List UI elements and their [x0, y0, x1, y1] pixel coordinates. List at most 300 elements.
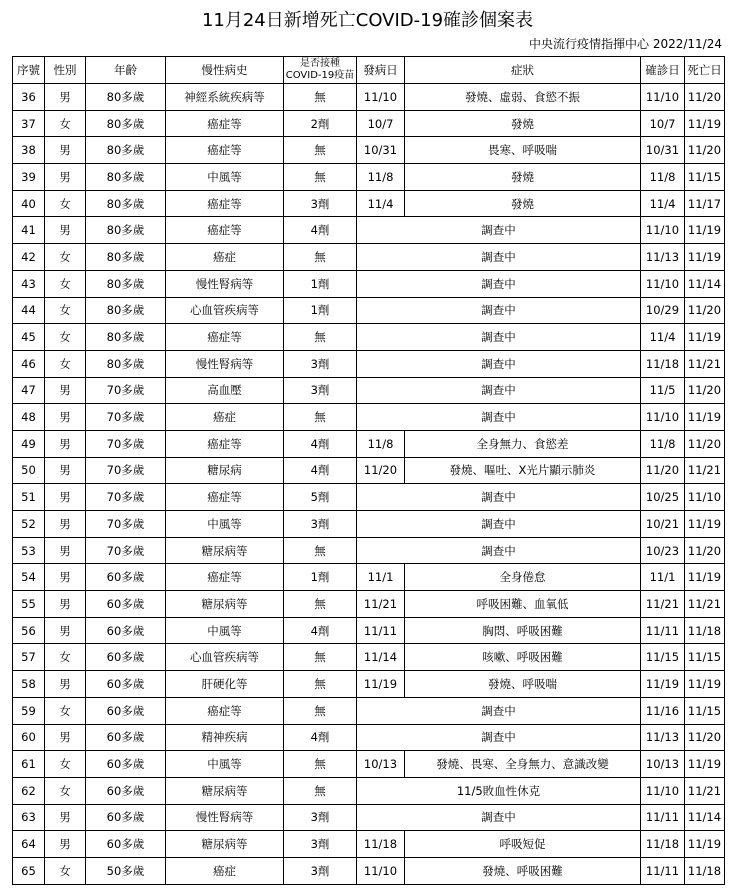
- cell-age: 80多歲: [86, 84, 166, 111]
- cell-vaccine: 無: [284, 84, 357, 111]
- table-row: [13, 564, 725, 591]
- cell-onset-symptoms-merged: 調查中: [357, 697, 641, 724]
- cell-onset-symptoms-merged: 調查中: [357, 484, 641, 511]
- cell-sex: 女: [45, 297, 86, 324]
- cell-vaccine: 4劑: [284, 217, 357, 244]
- cell-vaccine: 2劑: [284, 110, 357, 137]
- cell-age: 80多歲: [86, 270, 166, 297]
- cell-symptoms: 呼吸困難、血氧低: [405, 591, 641, 618]
- cell-death-date: 11/17: [685, 190, 725, 217]
- cell-onset-date: 11/19: [357, 671, 405, 698]
- cell-symptoms: 發燒: [405, 190, 641, 217]
- table-row: [13, 724, 725, 751]
- cell-no: 52: [13, 511, 45, 538]
- cell-confirmed-date: 11/10: [641, 404, 685, 431]
- cell-age: 60多歲: [86, 697, 166, 724]
- cell-chronic-history: 糖尿病: [166, 457, 284, 484]
- cell-no: 48: [13, 404, 45, 431]
- cell-no: 63: [13, 804, 45, 831]
- cell-death-date: 11/19: [685, 110, 725, 137]
- cell-death-date: 11/19: [685, 671, 725, 698]
- cell-age: 80多歲: [86, 324, 166, 351]
- cell-confirmed-date: 11/18: [641, 350, 685, 377]
- cell-onset-date: 10/7: [357, 110, 405, 137]
- cell-sex: 男: [45, 564, 86, 591]
- cell-no: 45: [13, 324, 45, 351]
- issuer-and-date: 中央流行疫情指揮中心 2022/11/24: [529, 37, 722, 51]
- cell-symptoms: 發燒: [405, 110, 641, 137]
- cell-age: 60多歲: [86, 777, 166, 804]
- cell-sex: 男: [45, 671, 86, 698]
- cell-confirmed-date: 10/7: [641, 110, 685, 137]
- cell-confirmed-date: 11/15: [641, 644, 685, 671]
- cell-vaccine: 3劑: [284, 511, 357, 538]
- cell-confirmed-date: 10/29: [641, 297, 685, 324]
- table-row: [13, 511, 725, 538]
- cell-vaccine: 無: [284, 671, 357, 698]
- table-row: [13, 350, 725, 377]
- table-row: [13, 671, 725, 698]
- cell-onset-symptoms-merged: 調查中: [357, 537, 641, 564]
- cell-no: 59: [13, 697, 45, 724]
- cell-symptoms: 發燒、畏寒、全身無力、意識改變: [405, 751, 641, 778]
- cell-chronic-history: 精神疾病: [166, 724, 284, 751]
- cell-symptoms: 發燒、呼吸困難: [405, 857, 641, 884]
- table-row: [13, 831, 725, 858]
- cell-sex: 男: [45, 430, 86, 457]
- cell-death-date: 11/19: [685, 217, 725, 244]
- table-row: [13, 110, 725, 137]
- cell-death-date: 11/19: [685, 564, 725, 591]
- table-row: [13, 777, 725, 804]
- cell-age: 60多歲: [86, 671, 166, 698]
- table-header-row: [13, 57, 725, 84]
- cell-age: 70多歲: [86, 537, 166, 564]
- table-row: [13, 270, 725, 297]
- cell-no: 43: [13, 270, 45, 297]
- table-row: [13, 697, 725, 724]
- cell-no: 56: [13, 617, 45, 644]
- cell-chronic-history: 癌症等: [166, 137, 284, 164]
- cell-chronic-history: 癌症等: [166, 324, 284, 351]
- cell-confirmed-date: 10/23: [641, 537, 685, 564]
- table-row: [13, 617, 725, 644]
- cell-death-date: 11/20: [685, 297, 725, 324]
- cell-vaccine: 4劑: [284, 617, 357, 644]
- cell-chronic-history: 癌症: [166, 244, 284, 271]
- table-row: [13, 457, 725, 484]
- cell-sex: 男: [45, 164, 86, 191]
- cell-no: 46: [13, 350, 45, 377]
- cell-death-date: 11/21: [685, 350, 725, 377]
- cell-death-date: 11/19: [685, 404, 725, 431]
- table-row: [13, 217, 725, 244]
- cell-confirmed-date: 11/10: [641, 777, 685, 804]
- cell-sex: 男: [45, 84, 86, 111]
- table-row: [13, 324, 725, 351]
- header-death-date: 死亡日: [685, 57, 725, 84]
- cell-chronic-history: 癌症等: [166, 697, 284, 724]
- cell-vaccine: 無: [284, 537, 357, 564]
- table-row: [13, 484, 725, 511]
- cell-symptoms: 發燒、嘔吐、X光片顯示肺炎: [405, 457, 641, 484]
- cell-age: 80多歲: [86, 164, 166, 191]
- cell-confirmed-date: 11/10: [641, 270, 685, 297]
- table-body: [13, 84, 725, 885]
- cell-onset-date: 11/1: [357, 564, 405, 591]
- cell-age: 80多歲: [86, 350, 166, 377]
- cell-chronic-history: 糖尿病等: [166, 831, 284, 858]
- cell-sex: 男: [45, 457, 86, 484]
- cell-death-date: 11/20: [685, 137, 725, 164]
- header-onset-date: 發病日: [357, 57, 405, 84]
- header-no: 序號: [13, 57, 45, 84]
- table-row: [13, 591, 725, 618]
- cell-age: 70多歲: [86, 430, 166, 457]
- cell-chronic-history: 高血壓: [166, 377, 284, 404]
- cell-sex: 女: [45, 777, 86, 804]
- cell-age: 60多歲: [86, 724, 166, 751]
- cell-no: 54: [13, 564, 45, 591]
- table-row: [13, 84, 725, 111]
- cell-death-date: 11/19: [685, 244, 725, 271]
- cell-onset-symptoms-merged: 調查中: [357, 350, 641, 377]
- cell-symptoms: 胸悶、呼吸困難: [405, 617, 641, 644]
- cell-chronic-history: 心血管疾病等: [166, 644, 284, 671]
- cell-onset-date: 11/8: [357, 430, 405, 457]
- table-row: [13, 644, 725, 671]
- cell-vaccine: 3劑: [284, 804, 357, 831]
- cell-vaccine: 1劑: [284, 270, 357, 297]
- cell-no: 57: [13, 644, 45, 671]
- cell-chronic-history: 慢性腎病等: [166, 350, 284, 377]
- cell-symptoms: 全身無力、食慾差: [405, 430, 641, 457]
- table-row: [13, 804, 725, 831]
- cell-vaccine: 無: [284, 324, 357, 351]
- cell-confirmed-date: 10/31: [641, 137, 685, 164]
- cell-age: 70多歲: [86, 404, 166, 431]
- cell-death-date: 11/20: [685, 537, 725, 564]
- cell-no: 62: [13, 777, 45, 804]
- cell-confirmed-date: 11/20: [641, 457, 685, 484]
- cell-death-date: 11/20: [685, 377, 725, 404]
- cell-sex: 女: [45, 350, 86, 377]
- cell-no: 49: [13, 430, 45, 457]
- cell-vaccine: 無: [284, 244, 357, 271]
- cell-chronic-history: 慢性腎病等: [166, 804, 284, 831]
- cell-onset-date: 11/14: [357, 644, 405, 671]
- cell-vaccine: 無: [284, 137, 357, 164]
- cell-sex: 男: [45, 617, 86, 644]
- cell-chronic-history: 中風等: [166, 164, 284, 191]
- cell-no: 61: [13, 751, 45, 778]
- cell-onset-symptoms-merged: 調查中: [357, 404, 641, 431]
- cell-death-date: 11/10: [685, 484, 725, 511]
- cell-no: 51: [13, 484, 45, 511]
- table-row: [13, 857, 725, 884]
- cell-sex: 女: [45, 644, 86, 671]
- cell-vaccine: 1劑: [284, 297, 357, 324]
- cell-death-date: 11/14: [685, 270, 725, 297]
- cell-no: 42: [13, 244, 45, 271]
- cell-no: 38: [13, 137, 45, 164]
- cell-symptoms: 發燒、虛弱、食慾不振: [405, 84, 641, 111]
- cell-chronic-history: 神經系統疾病等: [166, 84, 284, 111]
- cell-confirmed-date: 11/11: [641, 617, 685, 644]
- cell-death-date: 11/15: [685, 164, 725, 191]
- cell-confirmed-date: 11/11: [641, 857, 685, 884]
- cell-no: 60: [13, 724, 45, 751]
- cell-chronic-history: 中風等: [166, 617, 284, 644]
- cell-chronic-history: 癌症等: [166, 217, 284, 244]
- cell-confirmed-date: 10/13: [641, 751, 685, 778]
- cell-death-date: 11/19: [685, 324, 725, 351]
- cell-vaccine: 無: [284, 697, 357, 724]
- cell-age: 60多歲: [86, 591, 166, 618]
- cell-vaccine: 3劑: [284, 831, 357, 858]
- cell-sex: 女: [45, 190, 86, 217]
- cell-sex: 男: [45, 511, 86, 538]
- cell-symptoms: 畏寒、呼吸喘: [405, 137, 641, 164]
- cell-no: 37: [13, 110, 45, 137]
- cell-confirmed-date: 11/13: [641, 244, 685, 271]
- header-symptoms: 症狀: [405, 57, 641, 84]
- cell-sex: 男: [45, 831, 86, 858]
- cell-sex: 男: [45, 804, 86, 831]
- cell-onset-date: 11/20: [357, 457, 405, 484]
- table-row: [13, 430, 725, 457]
- cell-chronic-history: 癌症等: [166, 564, 284, 591]
- cell-onset-symptoms-merged: 調查中: [357, 270, 641, 297]
- cell-onset-symptoms-merged: 調查中: [357, 377, 641, 404]
- cell-onset-date: 11/8: [357, 164, 405, 191]
- cell-age: 80多歲: [86, 190, 166, 217]
- cell-onset-symptoms-merged: 調查中: [357, 244, 641, 271]
- cell-chronic-history: 中風等: [166, 511, 284, 538]
- cell-confirmed-date: 11/10: [641, 84, 685, 111]
- cell-onset-date: 11/21: [357, 591, 405, 618]
- cell-sex: 男: [45, 591, 86, 618]
- header-vaccine-line1: 是否接種: [300, 58, 340, 69]
- cell-confirmed-date: 11/16: [641, 697, 685, 724]
- cell-vaccine: 3劑: [284, 857, 357, 884]
- cell-age: 70多歲: [86, 457, 166, 484]
- header-sex: 性別: [45, 57, 86, 84]
- cell-chronic-history: 癌症: [166, 857, 284, 884]
- cell-vaccine: 5劑: [284, 484, 357, 511]
- cell-confirmed-date: 11/1: [641, 564, 685, 591]
- cell-symptoms: 發燒、呼吸喘: [405, 671, 641, 698]
- cell-onset-date: 11/11: [357, 617, 405, 644]
- cell-chronic-history: 癌症等: [166, 110, 284, 137]
- cell-chronic-history: 肝硬化等: [166, 671, 284, 698]
- cell-sex: 女: [45, 857, 86, 884]
- cell-no: 47: [13, 377, 45, 404]
- cell-no: 64: [13, 831, 45, 858]
- cell-onset-date: 11/10: [357, 857, 405, 884]
- cell-onset-symptoms-merged: 調查中: [357, 324, 641, 351]
- cell-chronic-history: 慢性腎病等: [166, 270, 284, 297]
- death-case-table: [12, 56, 725, 885]
- cell-age: 60多歲: [86, 751, 166, 778]
- cell-vaccine: 3劑: [284, 190, 357, 217]
- cell-death-date: 11/15: [685, 644, 725, 671]
- cell-confirmed-date: 11/5: [641, 377, 685, 404]
- cell-confirmed-date: 11/11: [641, 804, 685, 831]
- cell-age: 70多歲: [86, 484, 166, 511]
- cell-no: 44: [13, 297, 45, 324]
- cell-no: 55: [13, 591, 45, 618]
- cell-sex: 女: [45, 697, 86, 724]
- cell-death-date: 11/15: [685, 697, 725, 724]
- cell-vaccine: 無: [284, 777, 357, 804]
- cell-chronic-history: 心血管疾病等: [166, 297, 284, 324]
- cell-confirmed-date: 11/10: [641, 217, 685, 244]
- cell-confirmed-date: 10/21: [641, 511, 685, 538]
- cell-age: 80多歲: [86, 217, 166, 244]
- cell-sex: 女: [45, 751, 86, 778]
- header-confirmed-date: 確診日: [641, 57, 685, 84]
- cell-no: 53: [13, 537, 45, 564]
- cell-death-date: 11/21: [685, 777, 725, 804]
- cell-sex: 女: [45, 110, 86, 137]
- cell-vaccine: 3劑: [284, 377, 357, 404]
- cell-no: 39: [13, 164, 45, 191]
- cell-sex: 男: [45, 217, 86, 244]
- cell-age: 60多歲: [86, 644, 166, 671]
- cell-chronic-history: 中風等: [166, 751, 284, 778]
- cell-death-date: 11/20: [685, 84, 725, 111]
- cell-chronic-history: 糖尿病等: [166, 591, 284, 618]
- cell-chronic-history: 癌症等: [166, 190, 284, 217]
- cell-death-date: 11/19: [685, 511, 725, 538]
- cell-confirmed-date: 10/25: [641, 484, 685, 511]
- cell-onset-symptoms-merged: 調查中: [357, 217, 641, 244]
- cell-death-date: 11/18: [685, 617, 725, 644]
- cell-death-date: 11/20: [685, 724, 725, 751]
- cell-age: 70多歲: [86, 377, 166, 404]
- cell-confirmed-date: 11/21: [641, 591, 685, 618]
- cell-age: 50多歲: [86, 857, 166, 884]
- cell-vaccine: 無: [284, 751, 357, 778]
- cell-symptoms: 全身倦怠: [405, 564, 641, 591]
- cell-death-date: 11/19: [685, 751, 725, 778]
- cell-vaccine: 無: [284, 404, 357, 431]
- cell-death-date: 11/21: [685, 457, 725, 484]
- cell-onset-symptoms-merged: 調查中: [357, 297, 641, 324]
- cell-onset-symptoms-merged: 11/5敗血性休克: [357, 777, 641, 804]
- cell-vaccine: 3劑: [284, 350, 357, 377]
- cell-onset-symptoms-merged: 調查中: [357, 804, 641, 831]
- cell-death-date: 11/18: [685, 857, 725, 884]
- cell-age: 80多歲: [86, 137, 166, 164]
- cell-vaccine: 4劑: [284, 457, 357, 484]
- cell-chronic-history: 癌症: [166, 404, 284, 431]
- cell-onset-symptoms-merged: 調查中: [357, 511, 641, 538]
- cell-symptoms: 發燒: [405, 164, 641, 191]
- table-row: [13, 164, 725, 191]
- cell-age: 80多歲: [86, 244, 166, 271]
- table-row: [13, 404, 725, 431]
- cell-no: 36: [13, 84, 45, 111]
- cell-confirmed-date: 11/8: [641, 164, 685, 191]
- table-row: [13, 244, 725, 271]
- cell-confirmed-date: 11/18: [641, 831, 685, 858]
- cell-confirmed-date: 11/4: [641, 324, 685, 351]
- cell-onset-date: 11/18: [357, 831, 405, 858]
- cell-onset-date: 11/10: [357, 84, 405, 111]
- header-chronic-history: 慢性病史: [166, 57, 284, 84]
- cell-age: 70多歲: [86, 511, 166, 538]
- cell-age: 80多歲: [86, 297, 166, 324]
- cell-onset-date: 10/31: [357, 137, 405, 164]
- cell-confirmed-date: 11/8: [641, 430, 685, 457]
- cell-sex: 男: [45, 377, 86, 404]
- cell-death-date: 11/21: [685, 591, 725, 618]
- cell-chronic-history: 糖尿病等: [166, 537, 284, 564]
- page-title: 11月24日新增死亡COVID-19確診個案表: [201, 10, 534, 31]
- cell-chronic-history: 癌症等: [166, 484, 284, 511]
- cell-sex: 男: [45, 724, 86, 751]
- cell-confirmed-date: 11/4: [641, 190, 685, 217]
- cell-vaccine: 4劑: [284, 724, 357, 751]
- header-vaccine: [284, 57, 357, 84]
- cell-death-date: 11/20: [685, 430, 725, 457]
- cell-age: 60多歲: [86, 804, 166, 831]
- cell-symptoms: 呼吸短促: [405, 831, 641, 858]
- cell-chronic-history: 糖尿病等: [166, 777, 284, 804]
- header-vaccine-line2: COVID-19疫苗: [285, 70, 355, 81]
- cell-chronic-history: 癌症等: [166, 430, 284, 457]
- table-row: [13, 297, 725, 324]
- cell-vaccine: 無: [284, 644, 357, 671]
- cell-sex: 男: [45, 404, 86, 431]
- cell-no: 50: [13, 457, 45, 484]
- cell-no: 41: [13, 217, 45, 244]
- table-row: [13, 537, 725, 564]
- cell-age: 80多歲: [86, 110, 166, 137]
- cell-sex: 女: [45, 244, 86, 271]
- cell-age: 60多歲: [86, 831, 166, 858]
- cell-no: 65: [13, 857, 45, 884]
- cell-sex: 女: [45, 270, 86, 297]
- cell-vaccine: 1劑: [284, 564, 357, 591]
- cell-confirmed-date: 11/13: [641, 724, 685, 751]
- cell-death-date: 11/19: [685, 831, 725, 858]
- cell-age: 60多歲: [86, 564, 166, 591]
- cell-onset-date: 10/13: [357, 751, 405, 778]
- cell-sex: 男: [45, 484, 86, 511]
- cell-no: 58: [13, 671, 45, 698]
- cell-age: 60多歲: [86, 617, 166, 644]
- cell-onset-symptoms-merged: 調查中: [357, 724, 641, 751]
- cell-vaccine: 4劑: [284, 430, 357, 457]
- table-row: [13, 190, 725, 217]
- cell-confirmed-date: 11/19: [641, 671, 685, 698]
- cell-vaccine: 無: [284, 591, 357, 618]
- cell-onset-date: 11/4: [357, 190, 405, 217]
- cell-sex: 男: [45, 537, 86, 564]
- cell-symptoms: 咳嗽、呼吸困難: [405, 644, 641, 671]
- table-row: [13, 751, 725, 778]
- cell-vaccine: 無: [284, 164, 357, 191]
- table-row: [13, 137, 725, 164]
- table-row: [13, 377, 725, 404]
- cell-no: 40: [13, 190, 45, 217]
- cell-death-date: 11/14: [685, 804, 725, 831]
- header-age: 年齡: [86, 57, 166, 84]
- cell-sex: 男: [45, 137, 86, 164]
